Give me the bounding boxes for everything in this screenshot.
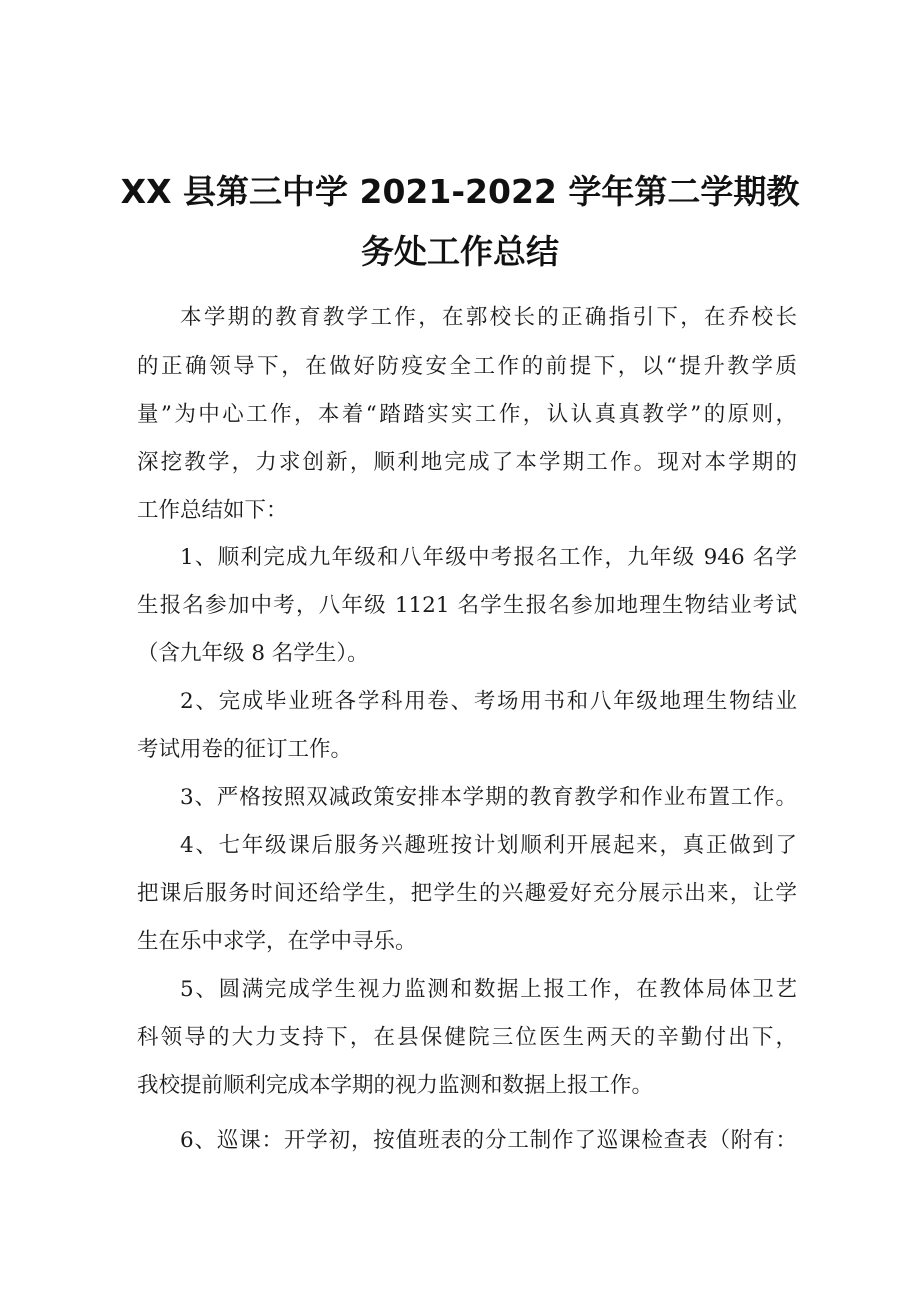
list-item-line: 3、严格按照双减政策安排本学期的教育教学和作业布置工作。 bbox=[180, 785, 797, 810]
list-item-line: 4、七年级课后服务兴趣班按计划顺利开展起来，真正做到了 bbox=[180, 833, 797, 858]
paragraph-line: 量”为中心工作，本着“踏踏实实工作，认认真真教学”的原则， bbox=[137, 402, 797, 427]
list-item-line: （含九年级 8 名学生）。 bbox=[137, 641, 369, 666]
list-item-line: 5、圆满完成学生视力监测和数据上报工作，在教体局体卫艺 bbox=[180, 977, 797, 1002]
paragraph-line: 工作总结如下： bbox=[137, 498, 288, 523]
document-title-line-1: XX 县第三中学 2021-2022 学年第二学期教 bbox=[120, 172, 800, 211]
list-item-line: 生报名参加中考，八年级 1121 名学生报名参加地理生物结业考试 bbox=[137, 593, 797, 618]
list-item-line: 把课后服务时间还给学生，把学生的兴趣爱好充分展示出来，让学 bbox=[137, 881, 797, 906]
document-title-line-2: 务处工作总结 bbox=[361, 232, 559, 271]
list-item-line: 2、完成毕业班各学科用卷、考场用书和八年级地理生物结业 bbox=[180, 689, 797, 714]
paragraph-line: 深挖教学，力求创新，顺利地完成了本学期工作。现对本学期的 bbox=[137, 450, 797, 475]
paragraph-line: 本学期的教育教学工作，在郭校长的正确指引下，在乔校长 bbox=[180, 305, 797, 330]
list-item-line: 1、顺利完成九年级和八年级中考报名工作，九年级 946 名学 bbox=[180, 545, 797, 570]
list-item-line: 科领导的大力支持下，在县保健院三位医生两天的辛勤付出下， bbox=[137, 1025, 797, 1050]
list-item-line: 我校提前顺利完成本学期的视力监测和数据上报工作。 bbox=[137, 1073, 654, 1098]
list-item-line: 考试用卷的征订工作。 bbox=[137, 737, 353, 762]
list-item-line: 生在乐中求学，在学中寻乐。 bbox=[137, 929, 417, 954]
paragraph-line: 的正确领导下，在做好防疫安全工作的前提下，以“提升教学质 bbox=[137, 354, 797, 379]
list-item-line: 6、巡课：开学初，按值班表的分工制作了巡课检查表（附有： bbox=[180, 1128, 797, 1153]
